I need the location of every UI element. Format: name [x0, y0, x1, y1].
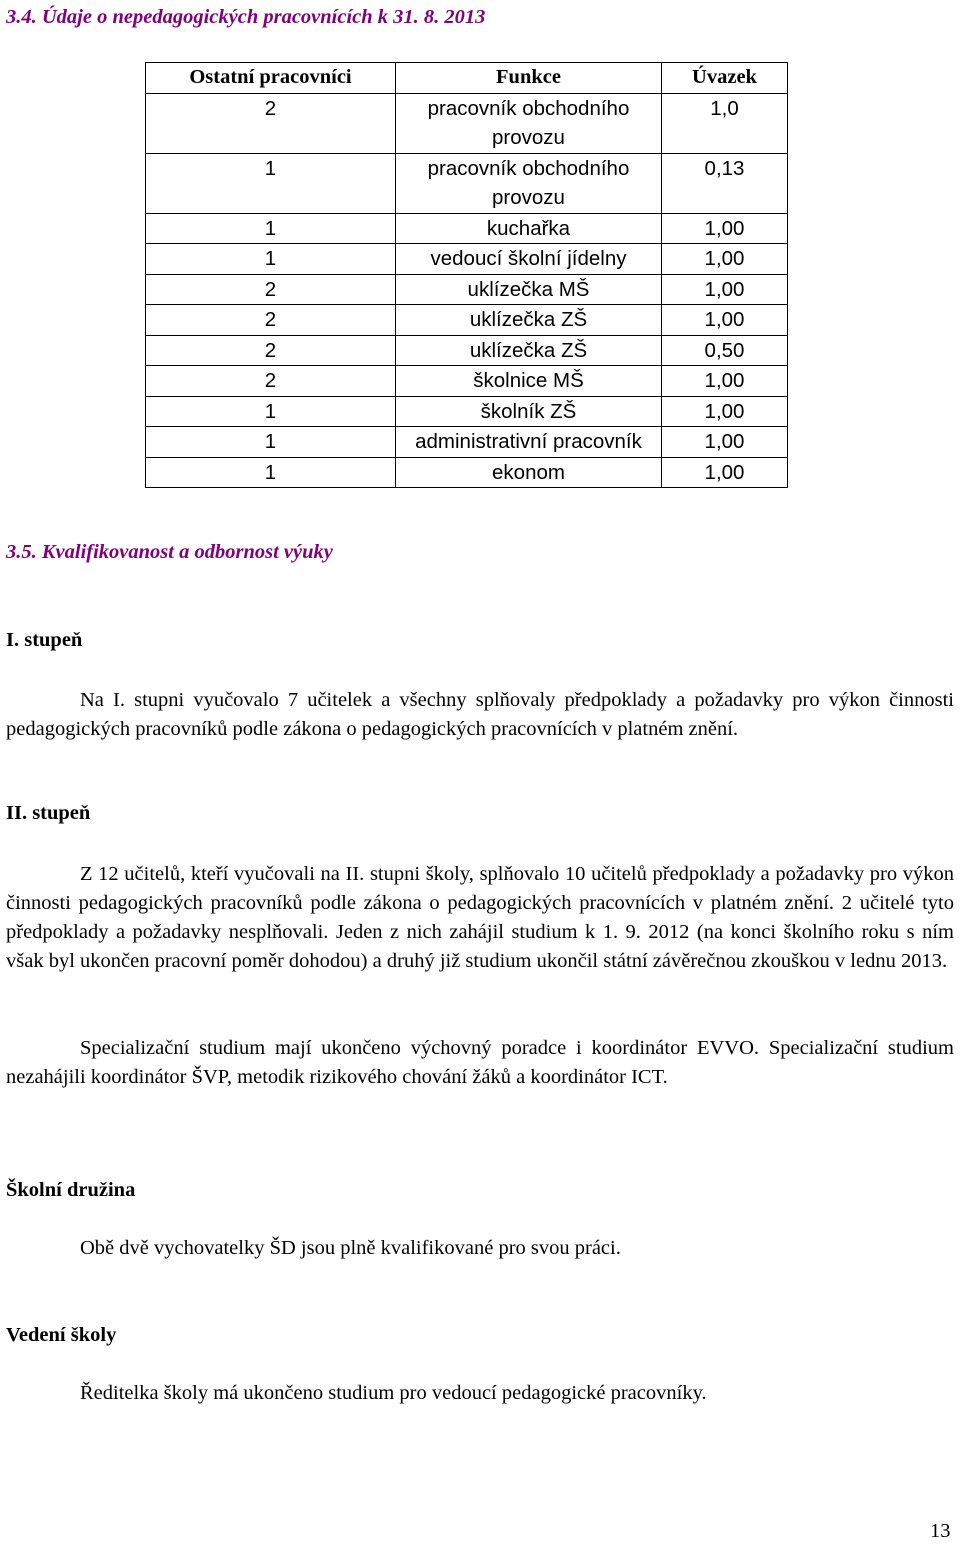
- management-heading: Vedení školy: [6, 1324, 117, 1346]
- load-cell: 1,00: [662, 366, 788, 397]
- stage2-paragraph-2: Specializační studium mají ukončeno výchovný poradce i koordinátor EVVO. Specializační studium nezahájili koordinátor ŠVP, metodik rizikového chování žáků a koordinátor ICT.: [6, 1037, 954, 1088]
- count-cell: 1: [146, 457, 396, 488]
- management-paragraph: Ředitelka školy má ukončeno studium pro vedoucí pedagogické pracovníky.: [80, 1382, 707, 1404]
- table-header-row: [146, 63, 788, 94]
- table-row: [146, 396, 788, 427]
- stage1-paragraph: Na I. stupni vyučovalo 7 učitelek a všechny splňovaly předpoklady a požadavky pro výkon činnosti pedagogických pracovníků podle zákona o pedagogických pracovnících v platném znění.: [6, 689, 954, 740]
- table-row: [146, 335, 788, 366]
- page-number: 13: [930, 1520, 951, 1542]
- table-row: [146, 305, 788, 336]
- count-cell: 2: [146, 305, 396, 336]
- role-cell: ekonom: [396, 457, 662, 488]
- header-role: Funkce: [396, 63, 662, 94]
- stage2-paragraph-1: Z 12 učitelů, kteří vyučovali na II. stupni školy, splňovalo 10 učitelů předpoklady a požadavky pro výkon činnosti pedagogických pracovníků podle zákona o pedagogických pracovnících v platném znění. 2 učitelé tyto předpoklady a požadavky nesplňovali. Jeden z nich zahájil studium k 1. 9. 2012 (na konci školního roku s ním však byl ukončen pracovní poměr dohodou) a druhý již studium ukončil státní závěrečnou zkouškou v lednu 2013.: [6, 863, 954, 972]
- count-cell: 2: [146, 335, 396, 366]
- load-cell: 1,00: [662, 213, 788, 244]
- count-cell: 1: [146, 396, 396, 427]
- load-cell: 1,00: [662, 244, 788, 275]
- load-cell: 0,50: [662, 335, 788, 366]
- role-cell: vedoucí školní jídelny: [396, 244, 662, 275]
- table-row: [146, 93, 788, 153]
- table-row: [146, 274, 788, 305]
- role-cell: školník ZŠ: [396, 396, 662, 427]
- count-cell: 2: [146, 93, 396, 153]
- section-35-title: 3.5. Kvalifikovanost a odbornost výuky: [6, 541, 333, 563]
- load-cell: 1,00: [662, 457, 788, 488]
- count-cell: 2: [146, 366, 396, 397]
- club-paragraph: Obě dvě vychovatelky ŠD jsou plně kvalifikované pro svou práci.: [80, 1237, 621, 1259]
- role-cell: kuchařka: [396, 213, 662, 244]
- table-row: [146, 153, 788, 213]
- staff-table: [145, 62, 788, 488]
- table-row: [146, 366, 788, 397]
- header-load: Úvazek: [662, 63, 788, 94]
- load-cell: 1,00: [662, 427, 788, 458]
- load-cell: 1,00: [662, 396, 788, 427]
- role-cell: školnice MŠ: [396, 366, 662, 397]
- load-cell: 0,13: [662, 153, 788, 213]
- table-row: [146, 213, 788, 244]
- role-cell: uklízečka ZŠ: [396, 335, 662, 366]
- role-cell: pracovník obchodního provozu: [396, 153, 662, 213]
- header-other-staff: Ostatní pracovníci: [146, 63, 396, 94]
- count-cell: 1: [146, 213, 396, 244]
- role-cell: administrativní pracovník: [396, 427, 662, 458]
- table-row: [146, 244, 788, 275]
- table-row: [146, 427, 788, 458]
- stage2-heading: II. stupeň: [6, 802, 91, 824]
- club-heading: Školní družina: [6, 1179, 136, 1201]
- count-cell: 1: [146, 427, 396, 458]
- load-cell: 1,00: [662, 305, 788, 336]
- load-cell: 1,0: [662, 93, 788, 153]
- count-cell: 1: [146, 153, 396, 213]
- count-cell: 1: [146, 244, 396, 275]
- stage1-heading: I. stupeň: [6, 629, 83, 651]
- table-row: [146, 457, 788, 488]
- section-34-title: 3.4. Údaje o nepedagogických pracovnících k 31. 8. 2013: [6, 6, 486, 28]
- count-cell: 2: [146, 274, 396, 305]
- role-cell: uklízečka ZŠ: [396, 305, 662, 336]
- load-cell: 1,00: [662, 274, 788, 305]
- role-cell: pracovník obchodního provozu: [396, 93, 662, 153]
- role-cell: uklízečka MŠ: [396, 274, 662, 305]
